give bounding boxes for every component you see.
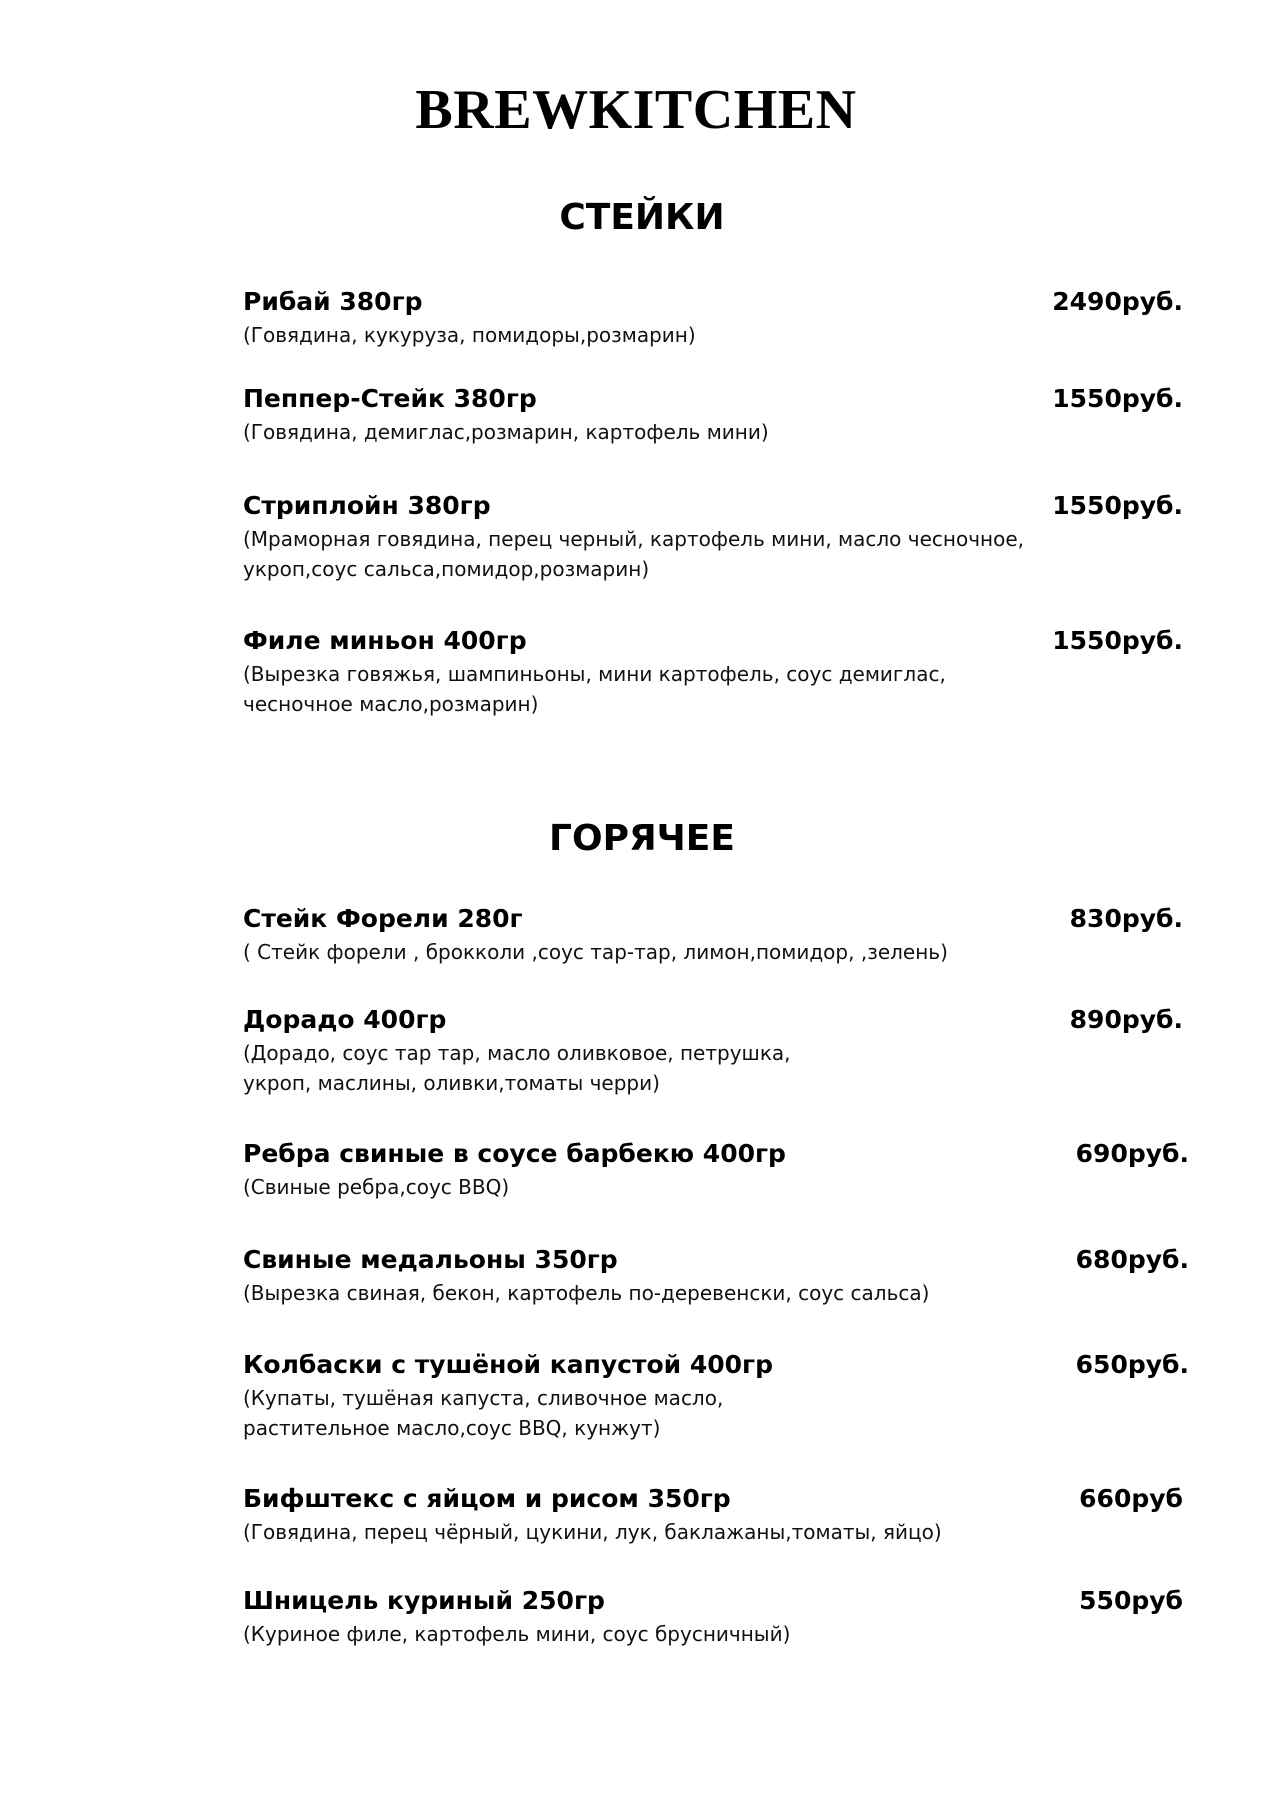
menu-item-description: (Дорадо, соус тар тар, масло оливковое, петрушка, укроп, маслины, оливки,томаты черри) bbox=[243, 1041, 791, 1095]
menu-item-name: Свиные медальоны 350гр bbox=[243, 1245, 618, 1274]
menu-item bbox=[243, 381, 1183, 447]
menu-item-name: Пеппер-Стейк 380гр bbox=[243, 384, 537, 413]
menu-item-price: 680руб. bbox=[1075, 1245, 1189, 1274]
menu-item bbox=[243, 284, 1183, 350]
menu-item-price: 1550руб. bbox=[1052, 491, 1183, 520]
menu-item bbox=[243, 623, 1183, 719]
menu-item-price: 660руб bbox=[1079, 1484, 1183, 1513]
menu-item bbox=[243, 1136, 1189, 1202]
steaks-menu-list bbox=[243, 284, 1183, 719]
menu-item-name: Стейк Форели 280г bbox=[243, 904, 523, 933]
menu-item bbox=[243, 1583, 1183, 1649]
menu-item-price: 1550руб. bbox=[1052, 384, 1183, 413]
hot-dishes-menu-list bbox=[243, 901, 1189, 1649]
menu-item-description: (Свиные ребра,соус BBQ) bbox=[243, 1175, 510, 1199]
section-title-steaks: СТЕЙКИ bbox=[559, 197, 725, 238]
menu-item-name: Колбаски с тушёной капустой 400гр bbox=[243, 1350, 773, 1379]
menu-item-description: (Говядина, демиглас,розмарин, картофель мини) bbox=[243, 420, 769, 444]
menu-item-price: 830руб. bbox=[1069, 904, 1183, 933]
menu-item-description: (Вырезка свиная, бекон, картофель по-деревенски, соус сальса) bbox=[243, 1281, 930, 1305]
menu-item bbox=[243, 1242, 1189, 1308]
menu-item-name: Шницель куриный 250гр bbox=[243, 1586, 605, 1615]
menu-item-name: Ребра свиные в соусе барбекю 400гр bbox=[243, 1139, 786, 1168]
menu-item bbox=[243, 901, 1183, 967]
menu-item-name: Филе миньон 400гр bbox=[243, 626, 527, 655]
menu-item-description: (Купаты, тушёная капуста, сливочное масло, растительное масло,соус BBQ, кунжут) bbox=[243, 1386, 724, 1440]
menu-item-description: ( Стейк форели , брокколи ,соус тар-тар, лимон,помидор, ,зелень) bbox=[243, 940, 948, 964]
restaurant-name: BREWKITCHEN bbox=[415, 79, 857, 141]
menu-item-name: Бифштекс с яйцом и рисом 350гр bbox=[243, 1484, 731, 1513]
menu-item-description: (Мраморная говядина, перец черный, картофель мини, масло чесночное, укроп,соус сальса,помидор,розмарин) bbox=[243, 527, 1024, 581]
menu-item bbox=[243, 1481, 1183, 1547]
menu-item-name: Дорадо 400гр bbox=[243, 1005, 447, 1034]
menu-item-price: 650руб. bbox=[1075, 1350, 1189, 1379]
menu-item-price: 690руб. bbox=[1075, 1139, 1189, 1168]
menu-item bbox=[243, 1002, 1183, 1098]
menu-item-price: 2490руб. bbox=[1052, 287, 1183, 316]
section-title-hot: ГОРЯЧЕЕ bbox=[549, 818, 735, 859]
menu-item-price: 550руб bbox=[1079, 1586, 1183, 1615]
menu-item-description: (Вырезка говяжья, шампиньоны, мини картофель, соус демиглас, чесночное масло,розмарин) bbox=[243, 662, 946, 716]
menu-item bbox=[243, 1347, 1189, 1443]
menu-item bbox=[243, 488, 1183, 584]
menu-item-description: (Говядина, перец чёрный, цукини, лук, баклажаны,томаты, яйцо) bbox=[243, 1520, 942, 1544]
menu-item-name: Стриплойн 380гр bbox=[243, 491, 491, 520]
menu-item-description: (Куриное филе, картофель мини, соус брусничный) bbox=[243, 1622, 791, 1646]
menu-item-description: (Говядина, кукуруза, помидоры,розмарин) bbox=[243, 323, 696, 347]
menu-item-name: Рибай 380гр bbox=[243, 287, 423, 316]
menu-item-price: 890руб. bbox=[1069, 1005, 1183, 1034]
menu-item-price: 1550руб. bbox=[1052, 626, 1183, 655]
